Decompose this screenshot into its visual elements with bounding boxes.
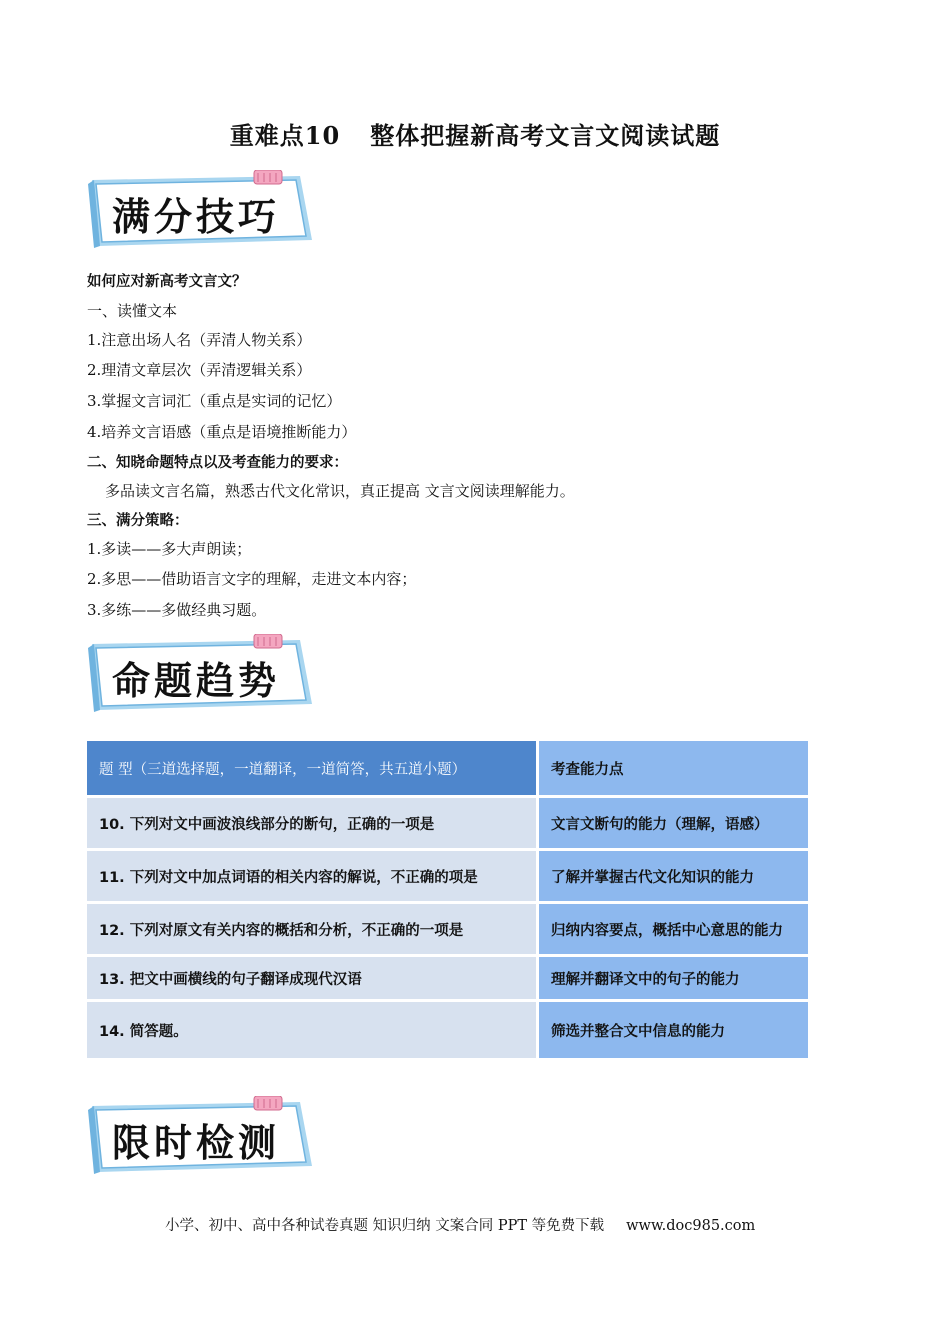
- section1-item: 1.注意出场人名（弄清人物关系）: [87, 331, 312, 349]
- question-cell: 13. 把文中画横线的句子翻译成现代汉语: [87, 957, 539, 999]
- question-cell: 10. 下列对文中画波浪线部分的断句，正确的一项是: [87, 798, 539, 848]
- page-title: [0, 116, 950, 151]
- section2-text: 多品读文言名篇，熟悉古代文化常识，真正提高 文言文阅读理解能力。: [105, 482, 575, 500]
- table-row: [87, 904, 808, 954]
- skills-question: 如何应对新高考文言文？: [87, 274, 247, 290]
- table-row: [87, 957, 808, 999]
- trend-table: [87, 738, 808, 1061]
- footer-url-link[interactable]: www.doc985.com: [626, 1218, 756, 1234]
- page-footer: [165, 1214, 755, 1235]
- section3-item: 2.多思——借助语言文字的理解，走进文本内容；: [87, 570, 417, 588]
- question-cell: 12. 下列对原文有关内容的概括和分析，不正确的一项是: [87, 904, 539, 954]
- table-header-row: [87, 741, 808, 795]
- table-row: [87, 851, 808, 901]
- section3-item: 3.多练——多做经典习题。: [87, 601, 267, 619]
- ability-cell: 筛选并整合文中信息的能力: [539, 1002, 808, 1058]
- section2-heading: 二、知晓命题特点以及考查能力的要求：: [87, 455, 348, 471]
- badge-skills: [86, 170, 316, 252]
- title-part1: 重难点10: [229, 121, 341, 150]
- question-cell: 11. 下列对文中加点词语的相关内容的解说，不正确的项是: [87, 851, 539, 901]
- section1-item: 2.理清文章层次（弄清逻辑关系）: [87, 361, 312, 379]
- section3-item: 1.多读——多大声朗读；: [87, 540, 252, 558]
- badge-trend: [86, 634, 316, 716]
- badge-skills-label: 满分技巧: [112, 194, 281, 239]
- section1-heading: 一、读懂文本: [87, 302, 178, 320]
- question-cell: 14. 简答题。: [87, 1002, 539, 1058]
- title-part2: 整体把握新高考文言文阅读试题: [370, 121, 721, 150]
- section3-heading: 三、满分策略：: [87, 513, 189, 529]
- footer-text: 小学、初中、高中各种试卷真题 知识归纳 文案合同 PPT 等免费下载: [165, 1218, 605, 1234]
- ability-cell: 理解并翻译文中的句子的能力: [539, 957, 808, 999]
- ability-cell: 归纳内容要点，概括中心意思的能力: [539, 904, 808, 954]
- ability-cell: 文言文断句的能力（理解，语感）: [539, 798, 808, 848]
- ability-cell: 了解并掌握古代文化知识的能力: [539, 851, 808, 901]
- section1-item: 4.培养文言语感（重点是语境推断能力）: [87, 423, 357, 441]
- table-row: [87, 1002, 808, 1058]
- section1-item: 3.掌握文言词汇（重点是实词的记忆）: [87, 392, 342, 410]
- badge-trend-label: 命题趋势: [112, 658, 281, 703]
- table-row: [87, 798, 808, 848]
- header-ability: 考查能力点: [539, 741, 808, 795]
- badge-test-label: 限时检测: [112, 1120, 281, 1165]
- badge-test: [86, 1096, 316, 1178]
- header-type: 题 型（三道选择题，一道翻译，一道简答，共五道小题）: [87, 741, 539, 795]
